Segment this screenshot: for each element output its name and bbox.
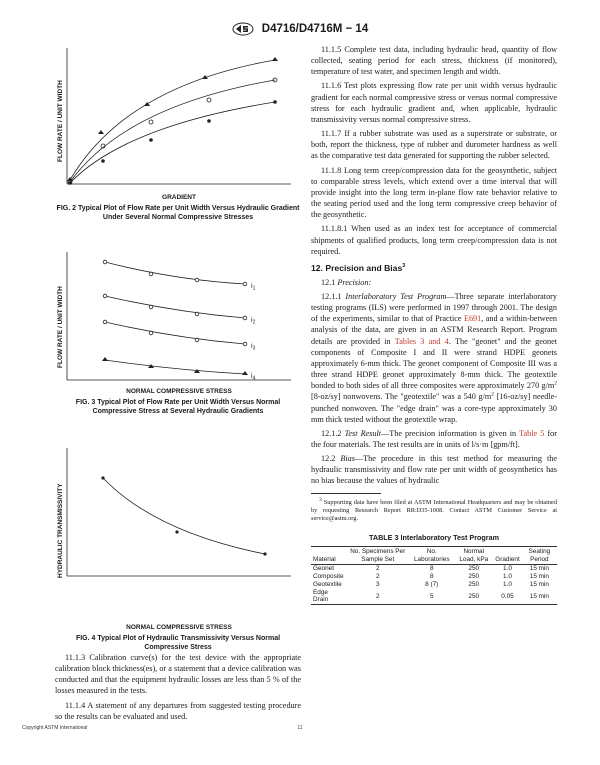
table-header-cell: Seating Period [522,547,557,565]
table-header-row [311,547,557,565]
right-column [311,44,557,605]
para-11-1-6: 11.1.6 Test plots expressing flow rate per unit width versus hydraulic gradient for each normal compressive stress or versus normal compressive stress for each hydraulic gradient and, when applicable, hydraulic transmissivity versus normal compressive stress. [311,81,557,124]
table-header-cell: Material [311,547,346,565]
table-cell: 250 [468,581,480,589]
table-row [311,589,557,605]
table-cell: Geonet [313,565,334,573]
link-table-5[interactable]: Table 5 [519,428,545,438]
table-cell: 250 [454,589,493,605]
table-cell: 250 [468,573,480,581]
table-cell: Geotextile [313,581,342,589]
table-cell: 250 [468,565,480,573]
table-3-title: TABLE 3 Interlaboratory Test Program [369,533,499,543]
document-title: D4716/D4716M − 14 [261,23,369,36]
fig3-x-axis-label: NORMAL COMPRESSIVE STRESS [126,388,232,395]
table-cell: 1.0 [503,565,512,573]
table-cell: 5 [409,589,454,605]
fig4-x-axis-label: NORMAL COMPRESSIVE STRESS [126,624,232,631]
table-cell: 2 [375,565,380,573]
para-12-1-2: 12.1.2 Test Result—The precision information is given in Table 5 for the four materials. The test results are in units of l/s·m [gpm/ft]. [311,428,558,449]
page-header [0,20,600,38]
table-header-cell: Gradient [493,547,522,565]
table-cell: 1.0 [503,581,512,589]
table-row [311,573,557,581]
link-tables-3-and-4[interactable]: Tables 3 and 4 [394,336,449,346]
footnote-3: $^3$ Supporting data have been filed at ASTM International Headquarters and may be obtained by requesting Research Report RR:D35-1008. Contact ASTM Customer Service at service@astm.org. [311,496,557,523]
table-cell: 2 [346,589,409,605]
fig2-y-axis-label: FLOW RATE / UNIT WIDTH [57,80,64,162]
table-cell: 15 min [529,565,549,573]
table-header-cell: Normal Load, kPa [454,547,493,565]
table-cell: 15 min [529,573,549,581]
fig3-y-axis-label: FLOW RATE / UNIT WIDTH [57,286,64,368]
fig2-caption: FIG. 2 Typical Plot of Flow Rate per Unit Width Versus Hydraulic Gradient Under Several Normal Compressive Stresses [56,205,300,222]
fig3-curve-label-i3: $i_3$ [251,343,256,352]
para-11-1-8: 11.1.8 Long term creep/compression data for the geosynthetic, subject to comparable stress levels, which extend over a time interval that will provide insight into the long term in-plane flow rate behavior relative to the seating period used and the long term compressive creep behavior of the geosynthetic. [311,165,557,220]
table-header-cell: No. Specimens Per Sample Set [346,547,409,565]
table-3 [311,546,557,605]
para-12-1: 12.1 Precision: [321,277,372,287]
fig3-curve-label-i2: $i_2$ [251,317,256,326]
table-cell: Composite [313,573,344,581]
para-11-1-3: 11.1.3 Calibration curve(s) for the test device with the appropriate calibration block thickness(es), or a statement that a device calibration was conducted and that the equipment hydraulic losses are less than 5 % of the losses measured in the tests. [55,653,301,696]
table-cell: 15 min [522,589,557,605]
copyright-notice: Copyright ASTM International [22,725,88,731]
table-cell: 8 (7) [425,581,439,589]
fig4-y-axis-label: HYDRAULIC TRANSMISSIVITY [57,483,64,578]
table-cell: 8 [429,565,434,573]
fig2-plot [65,46,293,186]
para-11-1-5: 11.1.5 Complete test data, including hydraulic head, quantity of flow collected, seating period for each stress, thickness (if monitored), temperature of test water, and specimen length and width. [311,45,557,77]
fig4-caption: FIG. 4 Typical Plot of Hydraulic Transmissivity Versus Normal Compressive Stress [75,635,281,652]
para-11-1-4: 11.1.4 A statement of any departures from suggested testing procedure so the results can be evaluated and used. [55,700,301,721]
table-row [311,581,557,589]
figure-3 [55,250,301,430]
para-12-2: 12.2 Bias—The procedure in this test method for measuring the hydraulic transmissivity and flow rate per unit width of geosynthetics has no bias because the values of hydraulic [311,454,557,486]
figure-4 [55,446,301,656]
figure-2 [55,44,301,234]
para-11-1-8-1: 11.1.8.1 When used as an index test for acceptance of commercial shipments of qualified products, long term creep/compression data is not required. [311,224,557,256]
table-cell: 15 min [529,581,549,589]
link-e691[interactable]: E691 [463,314,482,324]
fig4-plot [65,446,293,578]
table-cell: 2 [375,573,380,581]
fig3-caption: FIG. 3 Typical Plot of Flow Rate per Unit Width Versus Normal Compressive Stress at Several Hydraulic Gradients [75,399,281,416]
fig2-x-axis-label: GRADIENT [162,194,196,201]
fig3-curve-label-i1: $i_1$ [251,283,256,292]
table-cell: Edge Drain [311,589,346,605]
fig3-plot [65,250,293,382]
table-cell: 0.05 [493,589,522,605]
table-cell: 1.0 [503,573,512,581]
left-bottom-text [55,652,301,725]
table-cell: 8 [429,573,434,581]
page-number: 11 [297,725,303,731]
table-cell: 3 [375,581,380,589]
fig3-curve-label-i4: $i_4$ [251,373,256,382]
footnote-divider [311,493,381,494]
table-header-cell: No. Laboratories [409,547,454,565]
table-row [311,564,557,573]
para-11-1-7: 11.1.7 If a rubber substrate was used as a superstrate or substrate, or both, report the thickness, type of rubber and durometer hardness as well as the comparative test data generated for supporting the rubber selected. [311,129,557,161]
para-12-1-1: 12.1.1 Interlaboratory Test Program—Three separate interlaboratory testing programs (ILS) were performed in 1997 through 2001. The design of the experiments, similar to that of Practice E691, and a within-between analysis of the data, are given in an ASTM Research Report. Program details are provided in Tables 3 and 4. The "geonet" and the geonet components of Composite I and II were strand HDPE geonets approximately 6-mm thick. The geonet component of Composite III was a three strand HDPE geonet approximately 8-mm thick. The geotextile bonded to both sides of all three composites were approximately 270 $g/m^2$ [8-oz/sy] nonwovens. The "geotextile" was a 540 $g/m^2$ [16-oz/sy] needle-punched nonwoven. The "edge drain" was a core-type approximately 30 mm thick tested without the geotextile wrap. [311,291,557,424]
astm-logo-icon [232,22,254,36]
section-12-heading: 12. Precision and Bias$^3$ [311,262,406,273]
